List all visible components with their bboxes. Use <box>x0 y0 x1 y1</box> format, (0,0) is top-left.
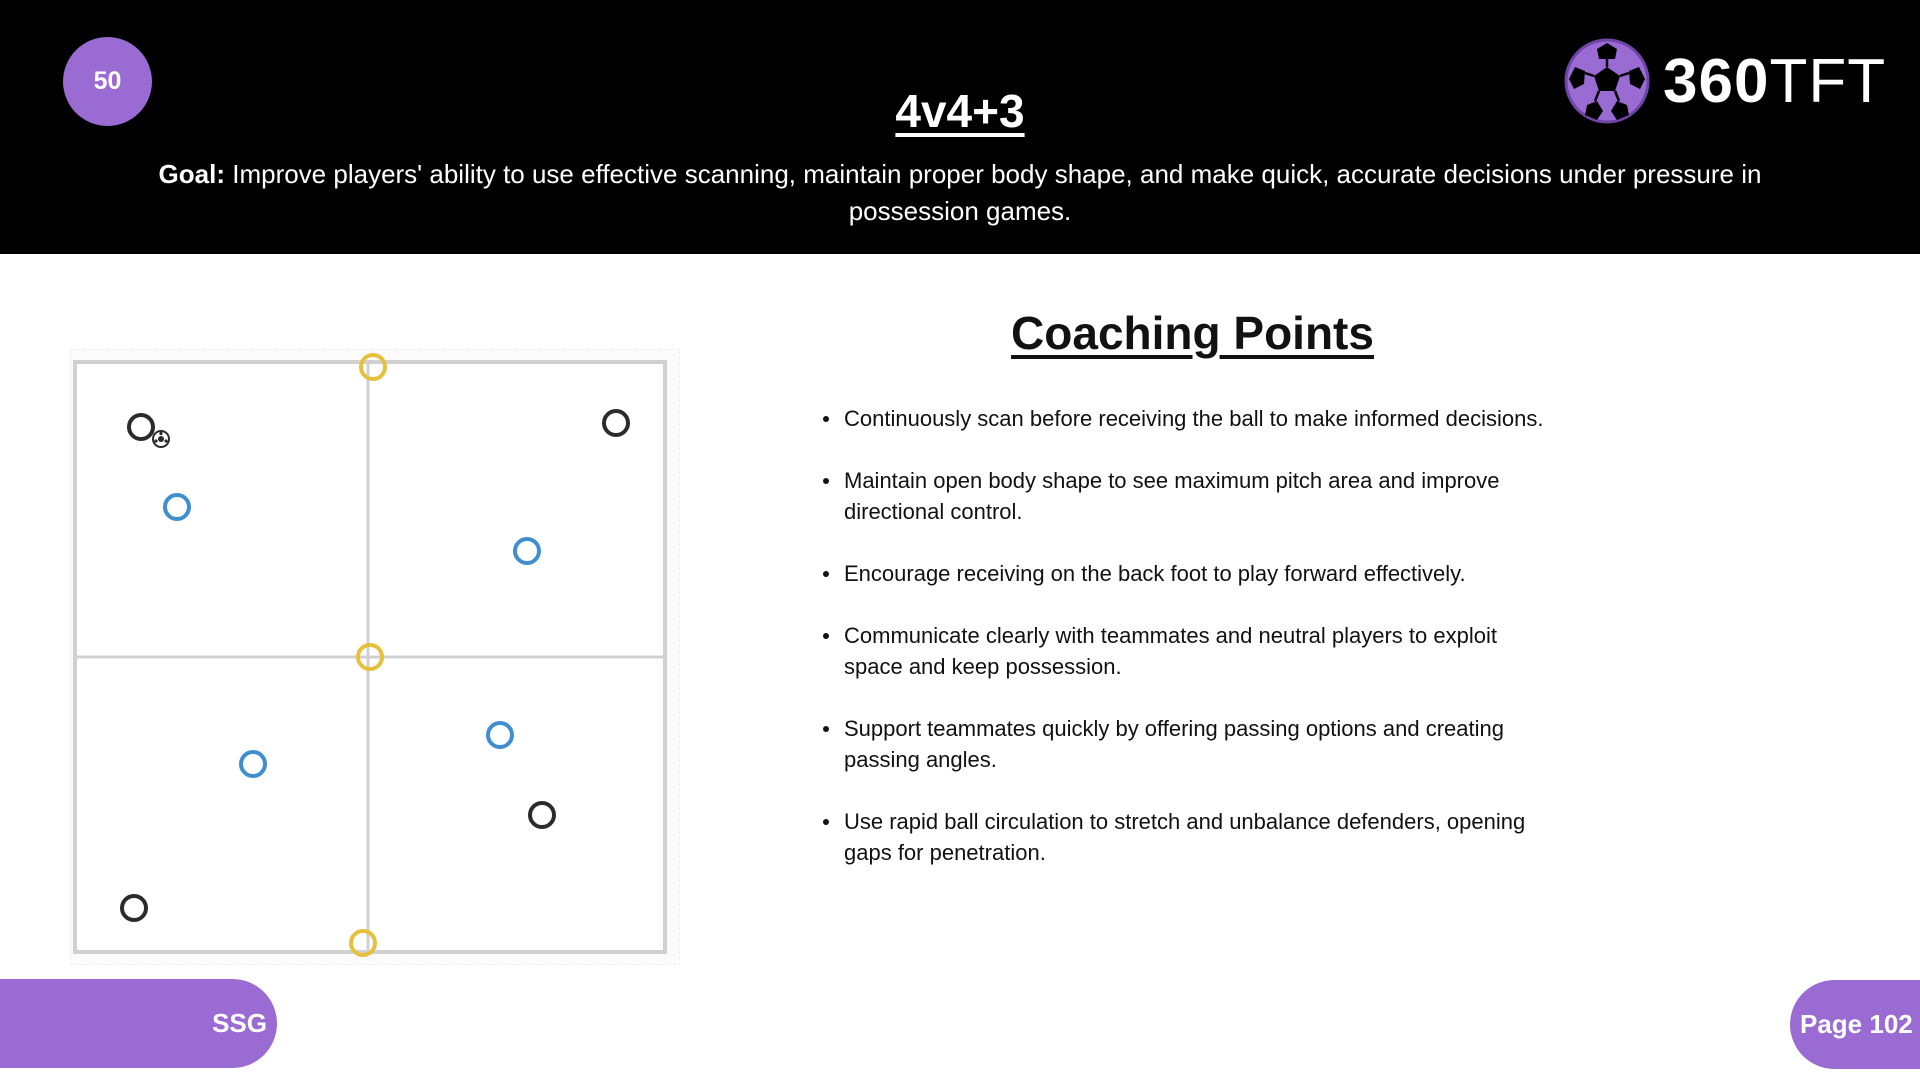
brand-logo <box>1563 37 1886 125</box>
session-number-badge: 50 <box>63 37 152 126</box>
goal-description: Improve players' ability to use effective scanning, maintain proper body shape, and make quick, accurate decisions under pressure in possession games. <box>225 159 1762 226</box>
ball-icon <box>153 431 169 447</box>
category-tab: SSG <box>0 979 277 1068</box>
coaching-point: Encourage receiving on the back foot to play forward effectively. <box>820 558 1580 589</box>
brand-wordmark <box>1663 46 1886 117</box>
page-number-tab: Page 102 <box>1790 980 1920 1069</box>
page-title: 4v4+3 <box>895 85 1025 137</box>
goal-label: Goal: <box>158 159 225 189</box>
coaching-point: Use rapid ball circulation to stretch and unbalance defenders, opening gaps for penetration. <box>820 806 1564 868</box>
coaching-points-list <box>820 403 1580 899</box>
brand-wordmark-bold: 360 <box>1663 46 1770 116</box>
brand-wordmark-regular: TFT <box>1769 46 1887 116</box>
header-bar <box>0 0 1920 254</box>
soccer-ball-icon <box>1563 37 1651 125</box>
pitch-svg <box>70 349 680 965</box>
coaching-point: Communicate clearly with teammates and neutral players to exploit space and keep possession. <box>820 620 1544 682</box>
coaching-point: Maintain open body shape to see maximum pitch area and improve directional control. <box>820 465 1544 527</box>
coaching-point: Continuously scan before receiving the ball to make informed decisions. <box>820 403 1580 434</box>
goal-text <box>120 156 1800 230</box>
coaching-points-title: Coaching Points <box>1011 307 1374 359</box>
pitch-diagram <box>70 349 680 965</box>
coaching-point: Support teammates quickly by offering passing options and creating passing angles. <box>820 713 1544 775</box>
